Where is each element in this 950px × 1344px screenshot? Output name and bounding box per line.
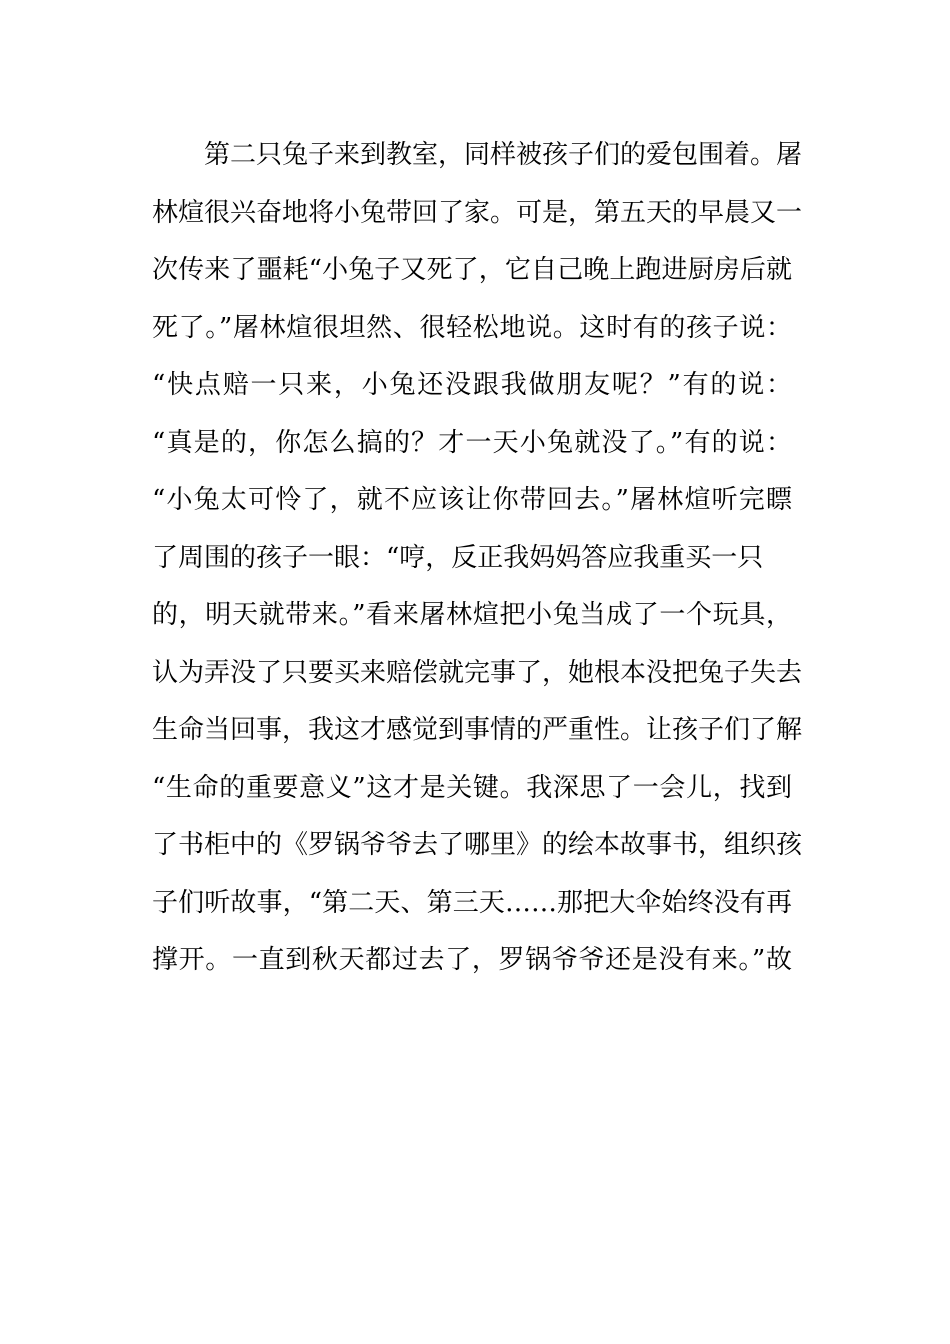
text-line: 的，明天就带来。”看来屠林煊把小兔当成了一个玩具， bbox=[152, 600, 792, 630]
text-line: “小兔太可怜了，就不应该让你带回去。”屠林煊听完瞟 bbox=[152, 485, 792, 515]
text-line: 死了。”屠林煊很坦然、很轻松地说。这时有的孩子说： bbox=[152, 312, 792, 343]
text-line: 了书柜中的《罗锅爷爷去了哪里》的绘本故事书，组织孩 bbox=[152, 830, 803, 860]
text-line: 子们听故事，“第二天、第三天……那把大伞始终没有再 bbox=[152, 887, 792, 918]
text-line: 林煊很兴奋地将小兔带回了家。可是，第五天的早晨又一 bbox=[152, 197, 803, 228]
text-line: 撑开。一直到秋天都过去了，罗锅爷爷还是没有来。”故 bbox=[152, 945, 792, 975]
text-line: “真是的，你怎么搞的？才一天小兔就没了。”有的说： bbox=[152, 427, 792, 458]
text-line: 了周围的孩子一眼：“哼，反正我妈妈答应我重买一只 bbox=[152, 542, 764, 573]
text-line: 生命当回事，我这才感觉到事情的严重性。让孩子们了解 bbox=[152, 715, 803, 745]
text-line: 认为弄没了只要买来赔偿就完事了，她根本没把兔子失去 bbox=[152, 657, 803, 688]
text-line: 次传来了噩耗“小兔子又死了，它自己晚上跑进厨房后就 bbox=[152, 255, 792, 285]
text-line: 第二只兔子来到教室，同样被孩子们的爱包围着。屠 bbox=[204, 140, 803, 170]
body-paragraph bbox=[152, 127, 803, 990]
text-line: “生命的重要意义”这才是关键。我深思了一会儿，找到 bbox=[152, 772, 792, 803]
text-line: “快点赔一只来，小兔还没跟我做朋友呢？”有的说： bbox=[152, 370, 792, 400]
